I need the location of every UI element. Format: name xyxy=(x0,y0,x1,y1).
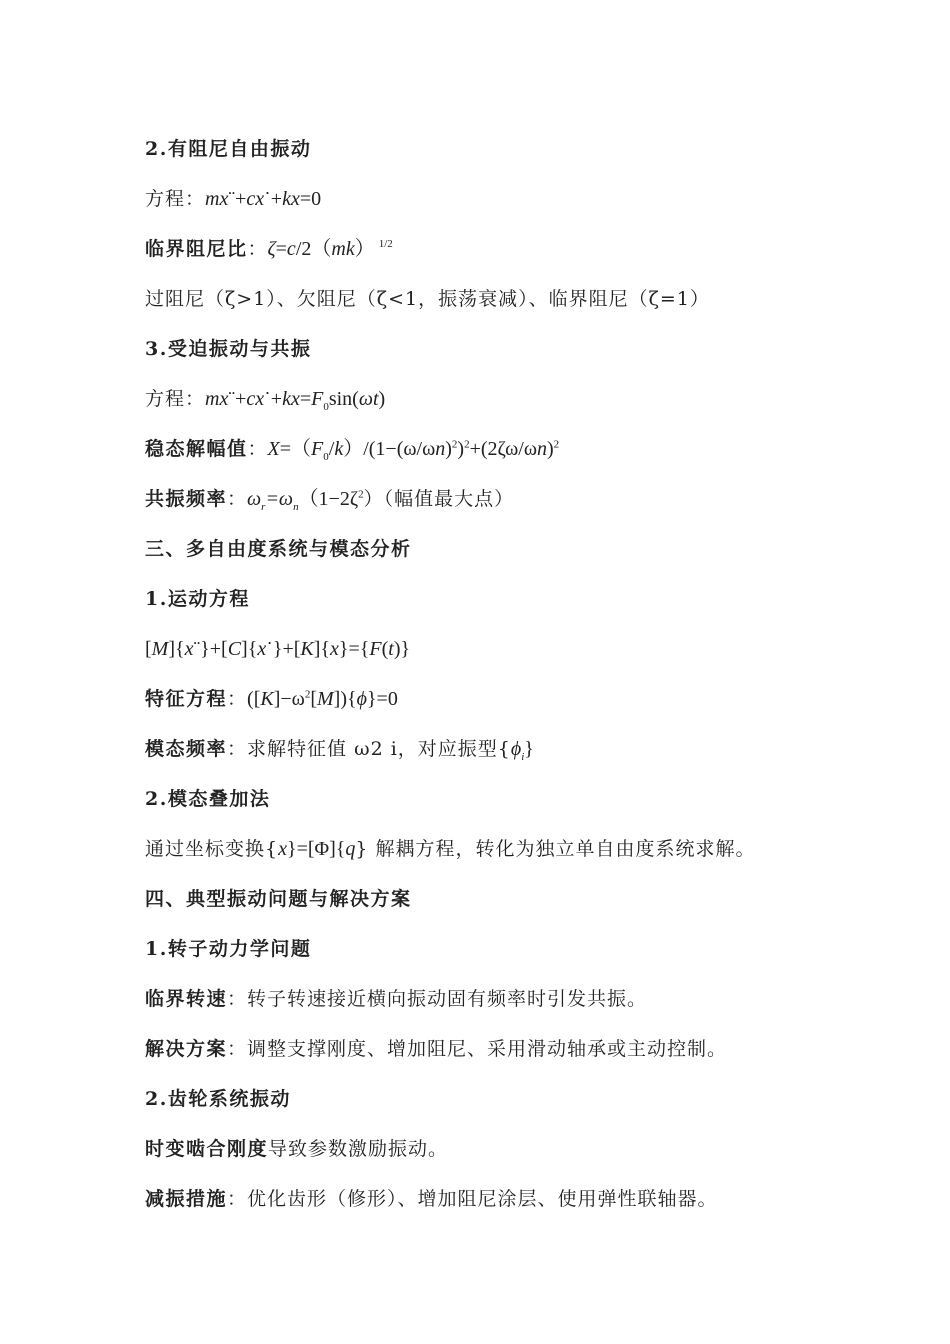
modal-frequency xyxy=(145,736,534,762)
formula-text: $X=(F_0/k)/(1-(\omega/\omega n)^2)^2+(2\zeta\omega/\omega n)^2$ xyxy=(267,438,560,463)
section-heading-equation-of-motion: 1.运动方程 xyxy=(145,588,250,610)
critical-speed xyxy=(145,986,647,1012)
vibration-reduction xyxy=(145,1186,718,1212)
term-label: 临界转速 xyxy=(145,988,228,1010)
colon: ： xyxy=(227,1038,248,1060)
chapter-heading-mdof: 三、多自由度系统与模态分析 xyxy=(145,538,412,560)
term-label: 解决方案 xyxy=(145,1038,228,1060)
section-heading-damped-free-vibration: 2.有阻尼自由振动 xyxy=(145,138,312,160)
steady-state-amplitude xyxy=(145,436,559,462)
colon: ： xyxy=(227,988,248,1010)
term-label: 时变啮合刚度 xyxy=(145,1138,269,1160)
mesh-stiffness xyxy=(145,1136,448,1162)
colon: ： xyxy=(185,388,206,410)
equation-label: 方程 xyxy=(145,188,186,210)
resonance-note: ）（幅值最大点） xyxy=(363,488,515,510)
colon: ： xyxy=(227,738,248,760)
rotor-solution xyxy=(145,1036,727,1062)
equation-forced xyxy=(145,386,385,412)
formula-text: mx¨+cx˙+kx=0 xyxy=(205,188,322,210)
body-text: 调整支撑刚度、增加阻尼、采用滑动轴承或主动控制。 xyxy=(247,1038,728,1060)
colon: ： xyxy=(247,438,268,460)
term-label: 稳态解幅值 xyxy=(145,438,248,460)
formula-text: $([K]-\omega^2[M])\{\phi\}=0$ xyxy=(247,688,398,710)
colon: ： xyxy=(185,188,206,210)
formula-text: $\phi_i$} xyxy=(510,738,534,763)
term-label: 共振频率 xyxy=(145,488,228,510)
formula-text: ζ=c/2（mk） $^{1/2}$ xyxy=(267,238,393,260)
critical-damping-ratio xyxy=(145,236,393,262)
colon: ： xyxy=(227,688,248,710)
equation-damped-free xyxy=(145,186,321,212)
formula-text: $mx¨+cx˙+kx=F_0\sin(\omega t)$ xyxy=(205,388,386,413)
section-heading-gear-vibration: 2.齿轮系统振动 xyxy=(145,1088,291,1110)
colon: ： xyxy=(227,1188,248,1210)
colon: ： xyxy=(247,238,268,260)
section-heading-forced-vibration: 3.受迫振动与共振 xyxy=(145,338,312,360)
term-label: 模态频率 xyxy=(145,738,228,760)
modal-superposition-text: 通过坐标变换{x}=[Φ]{q} 解耦方程，转化为独立单自由度系统求解。 xyxy=(145,838,756,860)
section-heading-modal-superposition: 2.模态叠加法 xyxy=(145,788,271,810)
modal-frequency-text: 求解特征值 ω2 i，对应振型{ xyxy=(247,738,511,760)
section-heading-rotor-dynamics: 1.转子动力学问题 xyxy=(145,938,312,960)
formula-text: $\omega_r=\omega_n(1-2\zeta^2$ xyxy=(247,488,364,513)
characteristic-equation xyxy=(145,686,398,712)
equation-label: 方程 xyxy=(145,388,186,410)
body-text: 导致参数激励振动。 xyxy=(268,1138,449,1160)
body-text: 优化齿形（修形）、增加阻尼涂层、使用弹性联轴器。 xyxy=(247,1188,718,1210)
chapter-heading-typical-problems: 四、典型振动问题与解决方案 xyxy=(145,888,412,910)
resonance-frequency xyxy=(145,486,514,512)
formula-text: [M]{x¨}+[C]{x˙}+[K]{x}={F(t)} xyxy=(145,638,411,660)
term-label: 临界阻尼比 xyxy=(145,238,248,260)
damping-cases: 过阻尼（ζ>1）、欠阻尼（ζ<1，振荡衰减）、临界阻尼（ζ=1） xyxy=(145,288,710,310)
colon: ： xyxy=(227,488,248,510)
term-label: 减振措施 xyxy=(145,1188,228,1210)
term-label: 特征方程 xyxy=(145,688,228,710)
body-text: 转子转速接近横向振动固有频率时引发共振。 xyxy=(247,988,648,1010)
matrix-equation-of-motion xyxy=(145,636,410,662)
